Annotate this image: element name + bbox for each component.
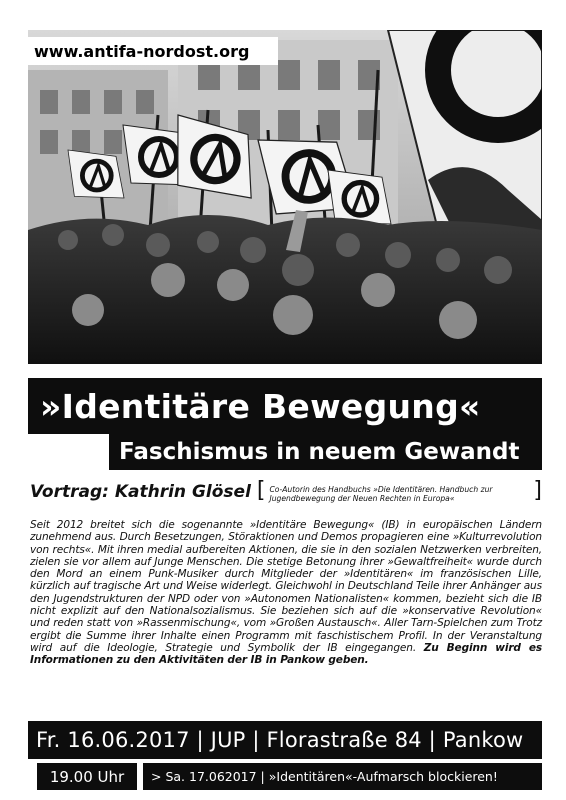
follow-up-action: > Sa. 17.062017 | »Identitären«-Aufmarsch blockieren! [143,763,542,790]
demo-photo-illustration [28,30,542,364]
speaker-name: Vortrag: Kathrin Glösel [30,482,251,502]
description-highlight: Zu Beginn wird es Informationen zu den Aktivitäten der IB in Pankow geben. [30,641,543,667]
demo-photo [28,30,542,364]
event-description [30,519,542,667]
event-title: »Identitäre Bewegung« [28,378,542,434]
speaker-credentials: Co-Autorin des Handbuchs »Die Identitären. Handbuch zur Jugendbewegung der Neuen Rechten in Europa« [269,485,493,503]
event-subtitle: Faschismus in neuem Gewandt [109,434,542,470]
bracket-open: [ [256,478,266,503]
speaker-line [30,478,542,512]
website-url[interactable]: www.antifa-nordost.org [28,37,278,65]
bracket-close: ] [533,478,542,503]
description-text: Seit 2012 breitet sich die sogenannte »Identitäre Bewegung« (IB) in europäischen Ländern zunehmend aus. Durch Besetzungen, Störaktionen und Demos propagieren eine »Kulturrevolution von rechts«. Mit ihren medial aufbereiten Aktionen, die sie in den sozialen Netzwerken verbreiten, zielen sie vor allem auf Junge Menschen. Die stetige Betonung ihrer »Gewaltfreiheit« wurde durch den Mord an einem Punk-Musiker durch Mitglieder der »Identitären« im französischen Lille, kürzlich auf tragische Art und Weise widerlegt. Gleichwohl in Deutschland Teile ihrer Anhänger aus den Jugendstrukturen der NPD oder von »Autonomen Nationalisten« kommen, bezieht sich die IB nicht explizit auf den Nationalsozialismus. Sie beziehen sich auf die »konservative Revolution« und reden statt von »Rassenmischung«, vom »Großen Austausch«. Aller Tarn-Spielchen zum Trotz ergibt die Summe ihrer Inhalte einen Programm mit faschistischem Profil. In der Veranstaltung wird auf die Ideologie, Strategie und Symbolik der IB eingegangen. [30,519,542,654]
event-time: 19.00 Uhr [37,763,137,790]
event-date-location: Fr. 16.06.2017 | JUP | Florastraße 84 | Pankow [28,721,542,759]
